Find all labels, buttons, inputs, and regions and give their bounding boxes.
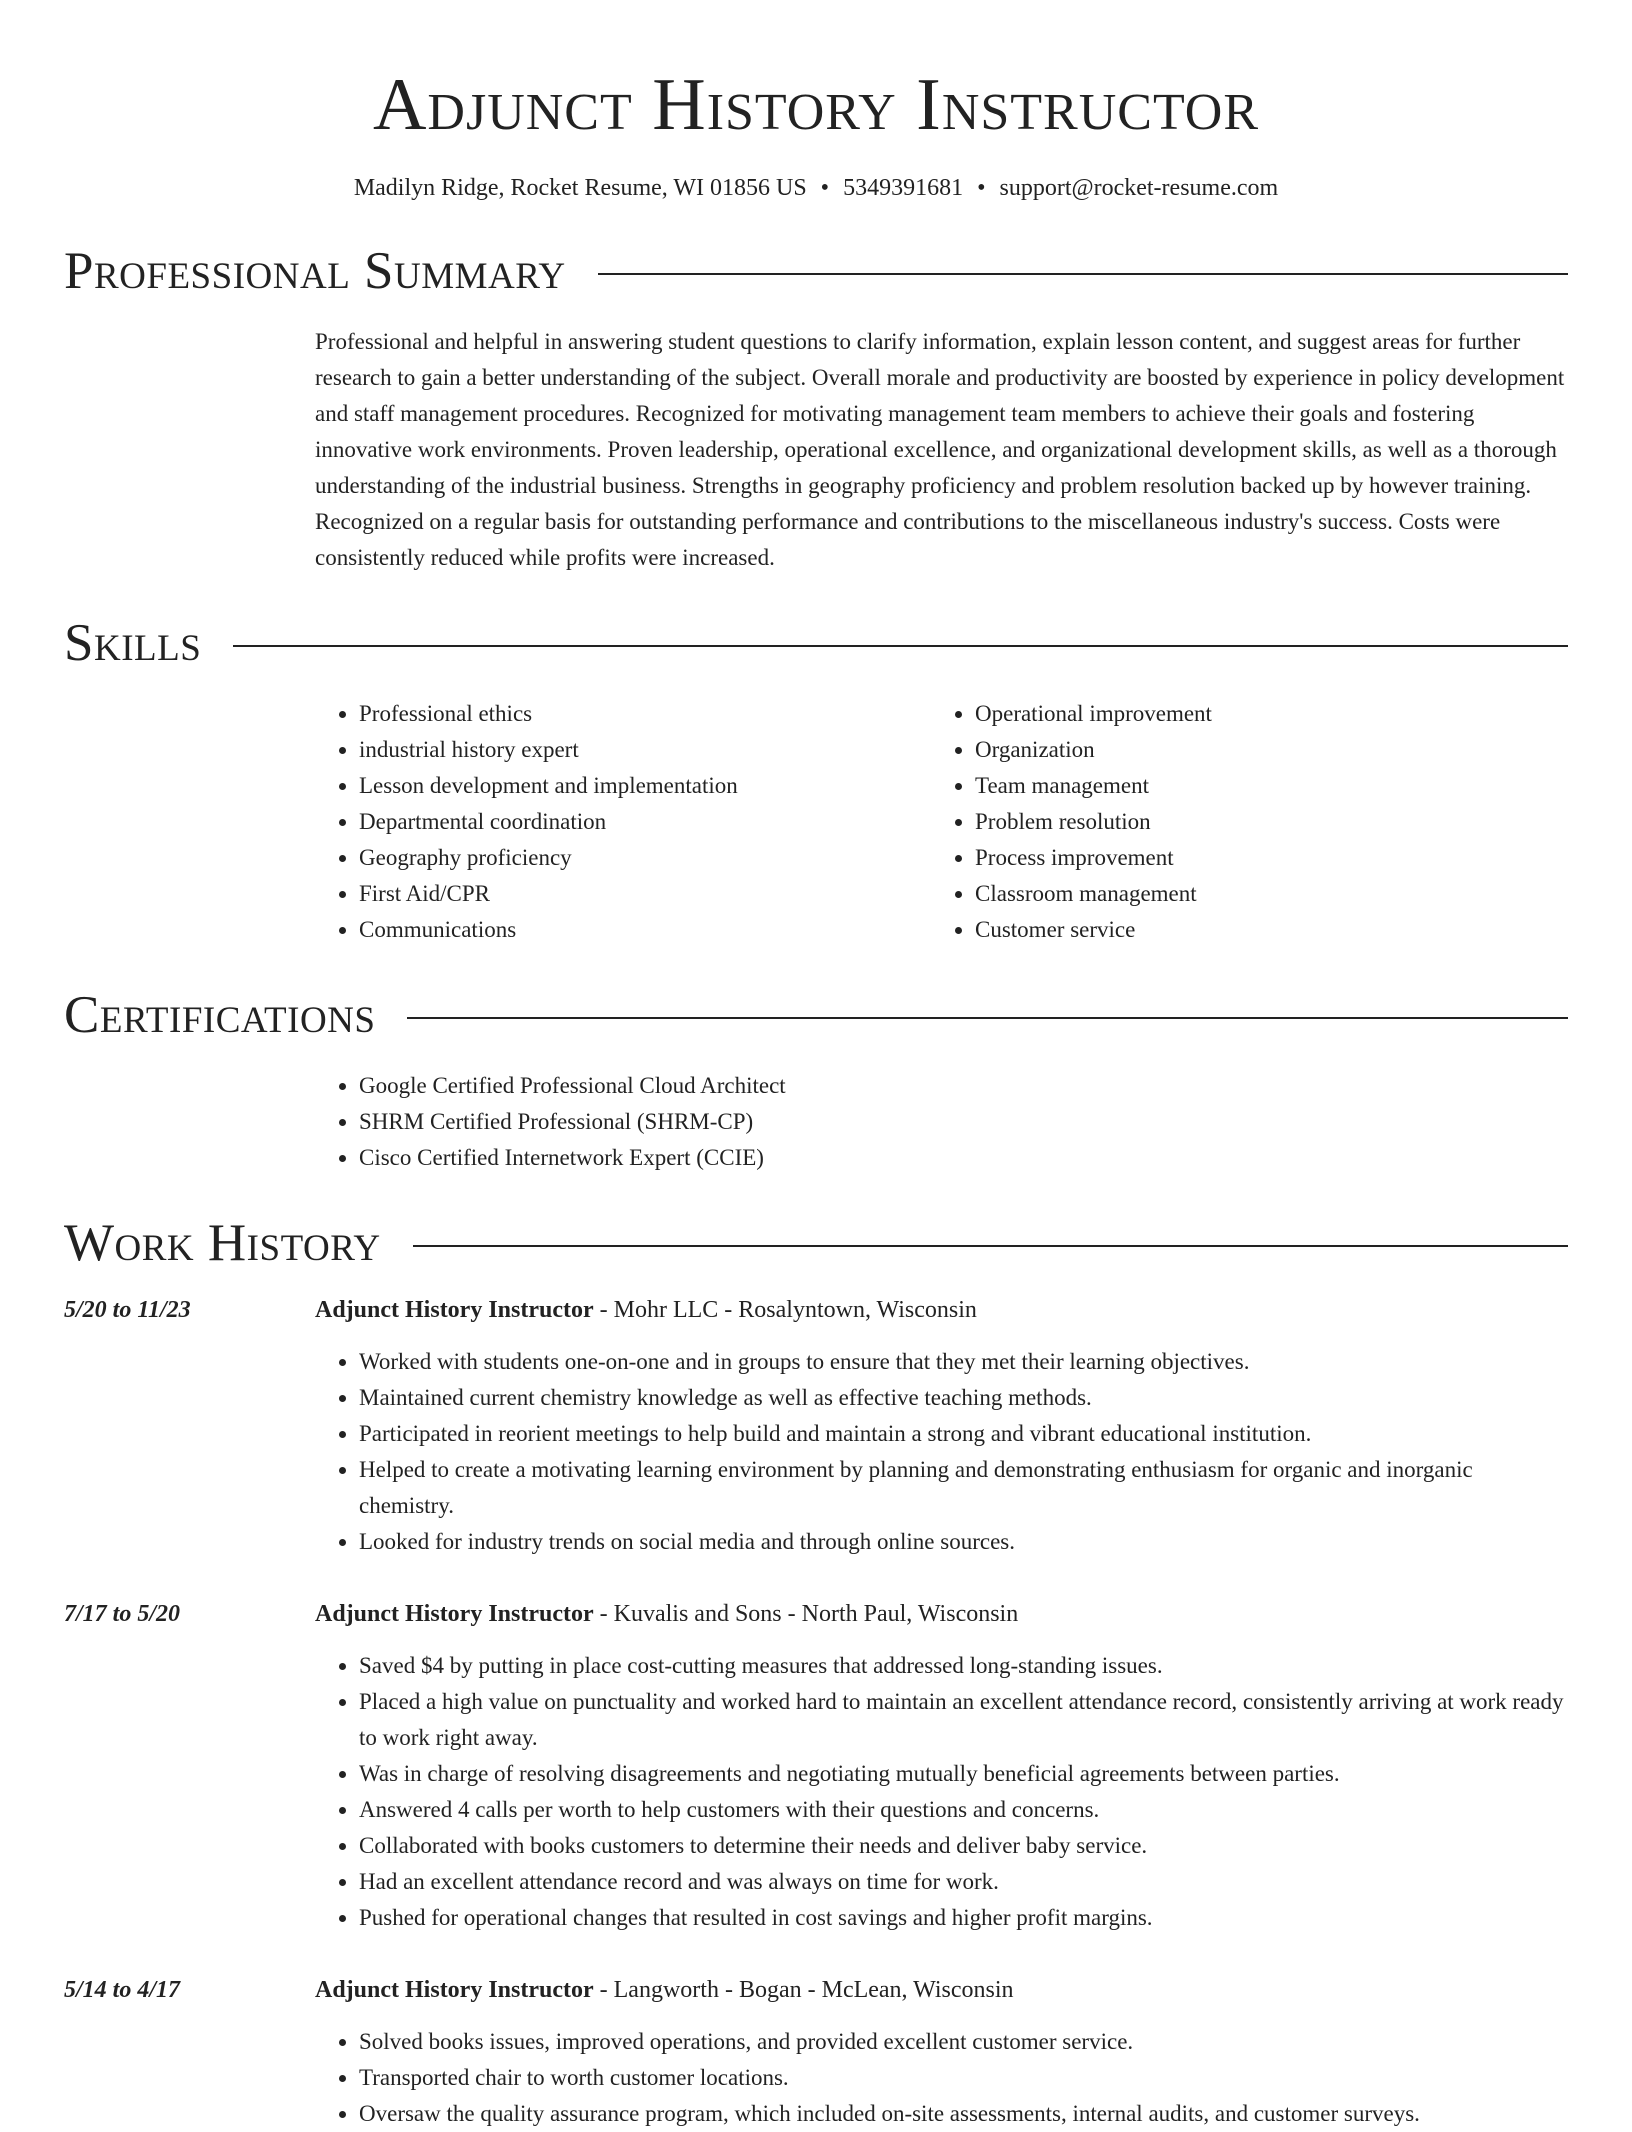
skill-item: • Team management bbox=[975, 768, 1547, 804]
summary-section bbox=[315, 324, 1568, 576]
skill-item: • Operational improvement bbox=[975, 696, 1547, 732]
job-bullet: • Worked with students one-on-one and in groups to ensure that they met their learning objectives. bbox=[359, 1344, 1568, 1380]
skill-item: • Organization bbox=[975, 732, 1547, 768]
job-content bbox=[315, 1972, 1568, 2132]
section-divider bbox=[407, 1017, 1568, 1019]
work-history-heading: Work History bbox=[64, 1214, 381, 1272]
job-bullet-list bbox=[315, 1344, 1568, 1560]
skill-item: • Lesson development and implementation bbox=[359, 768, 931, 804]
skill-item: • Geography proficiency bbox=[359, 840, 931, 876]
summary-text: Professional and helpful in answering student questions to clarify information, explain lesson content, and suggest areas for further research to gain a better understanding of the subject. Overall morale and productivity are boosted by experience in policy development and staff management procedures. Recognized for motivating management team members to achieve their goals and fostering innovative work environments. Proven leadership, operational excellence, and organizational development skills, as well as a thorough understanding of the industrial business. Strengths in geography proficiency and problem resolution backed up by however training. Recognized on a regular basis for outstanding performance and contributions to the miscellaneous industry's success. Costs were consistently reduced while profits were increased. bbox=[315, 329, 1565, 570]
job-bullet: • Was in charge of resolving disagreements and negotiating mutually beneficial agreements between parties. bbox=[359, 1756, 1568, 1792]
skill-item: • Departmental coordination bbox=[359, 804, 931, 840]
job-content bbox=[315, 1292, 1568, 1560]
job-bullet: • Had an excellent attendance record and was always on time for work. bbox=[359, 1864, 1568, 1900]
skills-list-right bbox=[931, 696, 1547, 948]
job-details: - Langworth - Bogan - McLean, Wisconsin bbox=[593, 1977, 1014, 2003]
job-bullet: • Participated in reorient meetings to help build and maintain a strong and vibrant educational institution. bbox=[359, 1416, 1568, 1452]
section-divider bbox=[233, 645, 1568, 647]
skill-item: • Problem resolution bbox=[975, 804, 1547, 840]
job-bullet: • Looked for industry trends on social media and through online sources. bbox=[359, 1524, 1568, 1560]
skill-item: • Classroom management bbox=[975, 876, 1547, 912]
certifications-list bbox=[315, 1068, 1568, 1176]
section-divider bbox=[413, 1245, 1568, 1247]
skill-item: • First Aid/CPR bbox=[359, 876, 931, 912]
skills-column-right bbox=[931, 696, 1547, 948]
certifications-section bbox=[315, 1068, 1568, 1176]
job-dates: 7/17 to 5/20 bbox=[64, 1601, 181, 1627]
job-details: - Mohr LLC - Rosalyntown, Wisconsin bbox=[593, 1297, 977, 1323]
certification-item: • SHRM Certified Professional (SHRM-CP) bbox=[359, 1104, 1568, 1140]
certifications-heading: Certifications bbox=[64, 986, 376, 1044]
job-heading bbox=[315, 1596, 1568, 1632]
contact-address: Madilyn Ridge, Rocket Resume, WI 01856 US bbox=[353, 175, 807, 201]
summary-heading: Professional Summary bbox=[64, 242, 566, 300]
job-bullet: • Transported chair to worth customer locations. bbox=[359, 2060, 1568, 2096]
skill-item: • Professional ethics bbox=[359, 696, 931, 732]
skill-item: • Communications bbox=[359, 912, 931, 948]
skills-heading: Skills bbox=[64, 614, 202, 672]
job-dates: 5/14 to 4/17 bbox=[64, 1977, 181, 2003]
skill-item: • Process improvement bbox=[975, 840, 1547, 876]
certifications-section-header bbox=[64, 982, 1568, 1048]
skill-item: • industrial history expert bbox=[359, 732, 931, 768]
resume-title: Adjunct History Instructor bbox=[372, 64, 1260, 146]
job-heading bbox=[315, 1972, 1568, 2008]
contact-separator: • bbox=[820, 175, 830, 201]
certification-item: • Google Certified Professional Cloud Architect bbox=[359, 1068, 1568, 1104]
job-heading bbox=[315, 1292, 1568, 1328]
certification-item: • Cisco Certified Internetwork Expert (CCIE) bbox=[359, 1140, 1568, 1176]
job-bullet: • Saved $4 by putting in place cost-cutting measures that addressed long-standing issues. bbox=[359, 1648, 1568, 1684]
job-bullet: • Oversaw the quality assurance program, which included on-site assessments, internal audits, and customer surveys. bbox=[359, 2096, 1568, 2132]
job-title: Adjunct History Instructor bbox=[315, 1601, 594, 1627]
skill-item: • Customer service bbox=[975, 912, 1547, 948]
skills-column-left bbox=[315, 696, 931, 948]
job-title: Adjunct History Instructor bbox=[315, 1297, 594, 1323]
job-content bbox=[315, 1596, 1568, 1936]
job-details: - Kuvalis and Sons - North Paul, Wisconsin bbox=[593, 1601, 1019, 1627]
section-divider bbox=[598, 273, 1568, 275]
skills-list-left bbox=[315, 696, 931, 948]
job-bullet: • Maintained current chemistry knowledge as well as effective teaching methods. bbox=[359, 1380, 1568, 1416]
job-entry bbox=[64, 1596, 1568, 1936]
contact-separator: • bbox=[977, 175, 986, 201]
job-bullet: • Placed a high value on punctuality and worked hard to maintain an excellent attendance record, consistently arriving at work ready to work right away. bbox=[359, 1684, 1568, 1756]
job-bullet-list bbox=[315, 1648, 1568, 1936]
contact-email: support@rocket-resume.com bbox=[999, 175, 1279, 201]
job-entry bbox=[64, 1292, 1568, 1560]
contact-line bbox=[64, 172, 1568, 204]
job-bullet: • Helped to create a motivating learning environment by planning and demonstrating enthusiasm for organic and inorganic chemistry. bbox=[359, 1452, 1568, 1524]
job-dates: 5/20 to 11/23 bbox=[64, 1297, 191, 1323]
job-bullet-list bbox=[315, 2024, 1568, 2132]
job-bullet: • Solved books issues, improved operations, and provided excellent customer service. bbox=[359, 2024, 1568, 2060]
work-history-section-header bbox=[64, 1210, 1568, 1276]
contact-phone: 5349391681 bbox=[843, 175, 964, 201]
job-entry bbox=[64, 1972, 1568, 2132]
skills-grid bbox=[315, 696, 1568, 948]
job-bullet: • Pushed for operational changes that resulted in cost savings and higher profit margins. bbox=[359, 1900, 1568, 1936]
job-title: Adjunct History Instructor bbox=[315, 1977, 594, 2003]
summary-section-header bbox=[64, 238, 1568, 304]
job-bullet: • Collaborated with books customers to determine their needs and deliver baby service. bbox=[359, 1828, 1568, 1864]
skills-section-header bbox=[64, 610, 1568, 676]
skills-section bbox=[315, 696, 1568, 948]
job-bullet: • Answered 4 calls per worth to help customers with their questions and concerns. bbox=[359, 1792, 1568, 1828]
resume-page bbox=[64, 0, 1568, 2132]
